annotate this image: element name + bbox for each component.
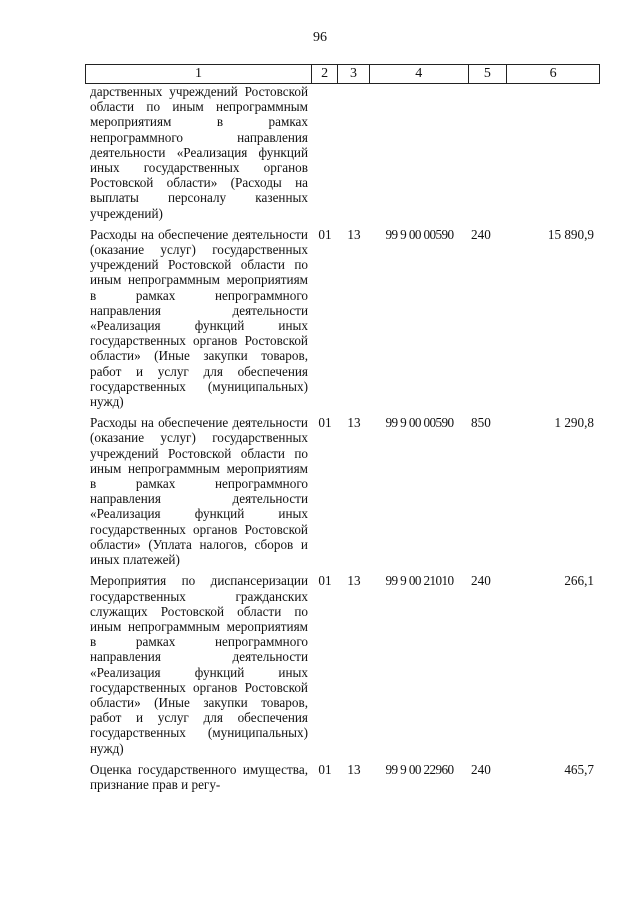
budget-table bbox=[85, 64, 600, 792]
row-description: Расходы на обеспечение деятельности (оказание услуг) государственных учреждений Ростовской области по иным непрограммным мероприятиям в рамках непрограммного направления деятельности «Реализация функций иных государственных органов Ростовской области» (Уплата налогов, сборов и иных платежей) bbox=[90, 415, 308, 568]
row-target-item: 99 9 00 22960 bbox=[385, 761, 454, 777]
table-row bbox=[85, 573, 600, 755]
row-description: Расходы на обеспечение деятельности (оказание услуг) государственных учреждений Ростовской области по иным непрограммным мероприятиям в рамках непрограммного направления деятельности «Реализация функций иных государственных органов Ростовской области» (Иные закупки товаров, работ и услуг для обеспечения государственных (муниципальных) нужд) bbox=[90, 226, 308, 410]
row-expense-type: 240 bbox=[471, 226, 491, 242]
row-subsection: 13 bbox=[347, 226, 361, 242]
row-target-item: 99 9 00 00590 bbox=[385, 226, 454, 242]
row-section: 01 bbox=[318, 226, 332, 242]
row-section: 01 bbox=[318, 761, 332, 777]
row-expense-type bbox=[469, 84, 508, 221]
row-subsection: 13 bbox=[347, 573, 361, 589]
row-subsection: 13 bbox=[347, 761, 361, 777]
row-expense-type: 850 bbox=[471, 415, 491, 431]
row-subsection: 13 bbox=[347, 415, 361, 431]
row-target-item bbox=[370, 84, 469, 221]
row-target-item: 99 9 00 00590 bbox=[385, 415, 454, 431]
row-description: дарственных учреждений Ростовской области по иным непрограммным мероприятиям в рамках непрограммного направления деятельности «Реализация функций иных государственных органов Ростовской области» (Расходы на выплаты персоналу казенных учреждений) bbox=[90, 84, 308, 221]
row-amount bbox=[508, 84, 600, 221]
page-number: 96 bbox=[313, 30, 327, 45]
table-row bbox=[85, 415, 600, 567]
row-amount: 15 890,9 bbox=[547, 226, 594, 242]
row-expense-type: 240 bbox=[471, 761, 491, 777]
row-amount: 465,7 bbox=[564, 761, 594, 777]
header-col-1: 1 bbox=[86, 65, 312, 83]
row-section: 01 bbox=[318, 573, 332, 589]
header-col-6: 6 bbox=[549, 66, 557, 81]
row-section: 01 bbox=[318, 415, 332, 431]
row-section bbox=[312, 84, 338, 221]
header-col-5: 5 bbox=[469, 65, 508, 83]
table-row bbox=[85, 84, 600, 221]
row-target-item: 99 9 00 21010 bbox=[385, 573, 454, 589]
row-description: Мероприятия по диспансеризации государственных гражданских служащих Ростовской области по иным непрограммным мероприятиям в рамках непрограммного направления деятельности «Реализация функций иных государственных органов Ростовской области» (Иные закупки товаров, работ и услуг для обеспечения государственных (муниципальных) нужд) bbox=[90, 573, 308, 756]
row-amount: 1 290,8 bbox=[554, 415, 594, 431]
row-description: Оценка государственного имущества, признание прав и регу- bbox=[90, 761, 308, 792]
header-col-2: 2 bbox=[312, 65, 338, 83]
table-row bbox=[85, 762, 600, 792]
table-header bbox=[85, 64, 600, 84]
header-col-4: 4 bbox=[370, 65, 469, 83]
row-expense-type: 240 bbox=[471, 573, 491, 589]
row-amount: 266,1 bbox=[564, 573, 594, 589]
header-col-3: 3 bbox=[338, 65, 370, 83]
row-subsection bbox=[338, 84, 370, 221]
table-row bbox=[85, 227, 600, 409]
